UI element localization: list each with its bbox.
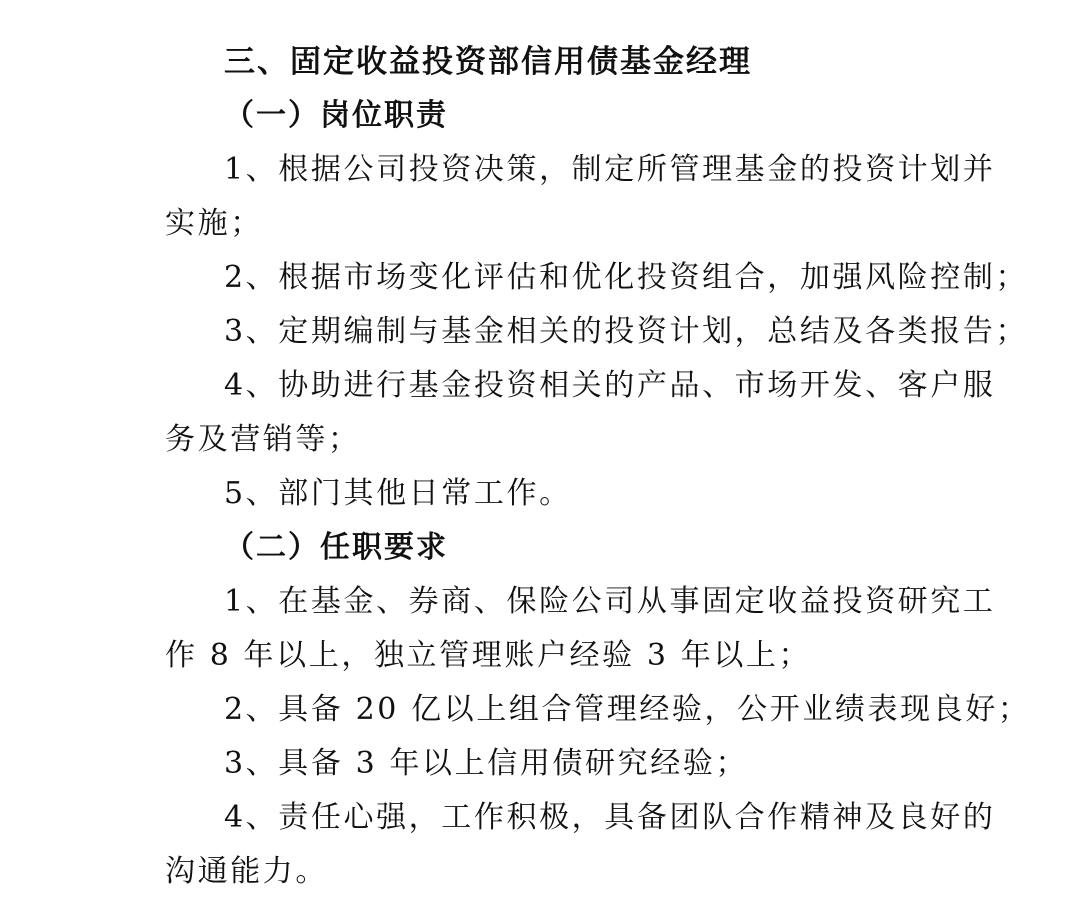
requirement-item-2: 2、具备 20 亿以上组合管理经验，公开业绩表现良好； [224,692,1031,727]
requirement-item-3: 3、具备 3 年以上信用债研究经验； [224,746,749,781]
requirement-item-1-line-1: 1、在基金、券商、保险公司从事固定收益投资研究工 [224,584,996,619]
duty-item-3: 3、定期编制与基金相关的投资计划，总结及各类报告； [224,314,1029,349]
duty-item-4-line-1: 4、协助进行基金投资相关的产品、市场开发、客户服 [224,368,996,403]
duties-heading: （一）岗位职责 [224,98,448,133]
duty-item-1-line-2: 实施； [165,206,263,241]
requirement-item-4-line-2: 沟通能力。 [165,854,328,889]
duty-item-2: 2、根据市场变化评估和优化投资组合，加强风险控制； [224,260,1029,295]
duty-item-5: 5、部门其他日常工作。 [224,476,572,511]
requirements-heading: （二）任职要求 [224,530,448,565]
requirement-item-1-line-2: 作 8 年以上，独立管理账户经验 3 年以上； [165,638,812,673]
duty-item-1-line-1: 1、根据公司投资决策，制定所管理基金的投资计划并 [224,152,996,187]
requirement-item-4-line-1: 4、责任心强，工作积极，具备团队合作精神及良好的 [224,800,996,835]
section-title: 三、固定收益投资部信用债基金经理 [224,44,752,80]
duty-item-4-line-2: 务及营销等； [165,422,361,457]
